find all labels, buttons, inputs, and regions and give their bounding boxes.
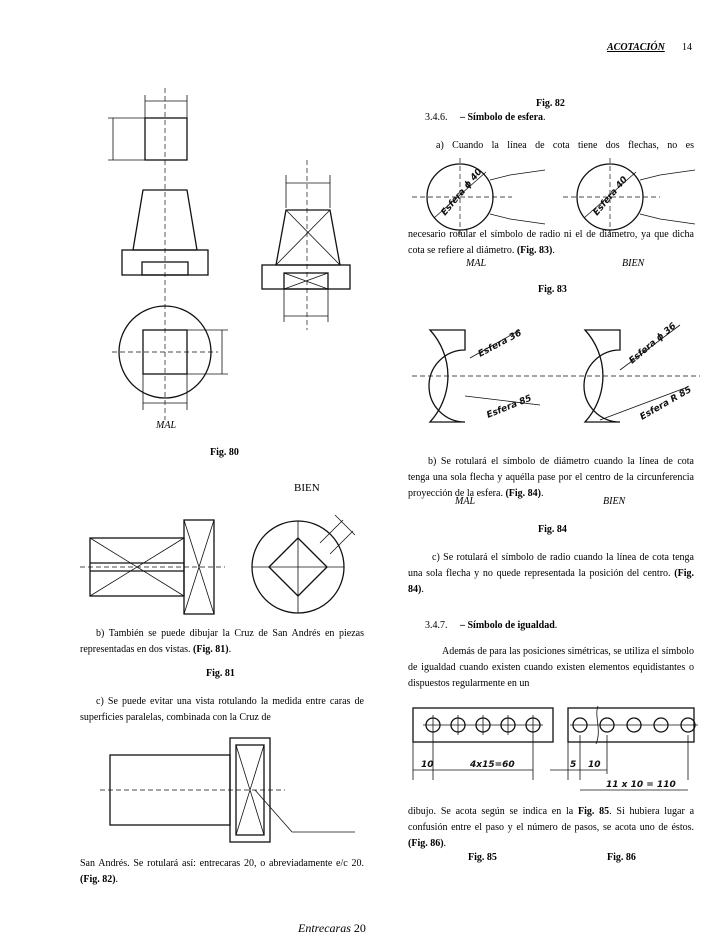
fig80-caption: Fig. 80 [210, 447, 239, 458]
footer [298, 921, 366, 936]
fig84-label-esfera-diam36: Esfera ϕ 36 [627, 321, 679, 367]
left-para-b: b) También se puede dibujar la Cruz de San Andrés en piezas representadas en dos vistas. (Fig. 81). [80, 628, 364, 655]
footer-label: Entrecaras [298, 921, 351, 935]
fig85-caption: Fig. 85 [468, 852, 497, 863]
footer-page: 20 [353, 921, 366, 935]
fig84-label-esfera85: Esfera 85 [485, 393, 534, 421]
sec347-heading: 3.4.7. – Símbolo de igualdad. [425, 620, 558, 631]
fig83-bien-label: BIEN [622, 258, 645, 269]
fig86-caption: Fig. 86 [607, 852, 636, 863]
fig80-mal-label: MAL [156, 420, 176, 431]
sec346-para-c: c) Se rotulará el símbolo de radio cuando la línea de cota tenga una sola flecha y no quede representada la posición del centro. (Fig. 84). [408, 552, 694, 595]
header-section: ACOTACIÓN [607, 42, 665, 53]
fig84-bien-label: BIEN [603, 496, 626, 507]
fig86-dim-5: 5 [570, 760, 577, 770]
sec347-para: Además de para las posiciones simétricas, se utiliza el símbolo de igualdad cuando existen cuando existen elementos equidistantes o dispuestos regularmente en un [408, 646, 694, 689]
fig84-label-esfera-r85: Esfera R 85 [638, 385, 694, 423]
sec346-para-b: b) Se rotulará el símbolo de diámetro cuando la línea de cota tenga una sola flecha y aquélla pase por el centro de la circunferencia proyección de la esfera. (Fig. 84). [408, 456, 694, 499]
fig83-mal-label: MAL [466, 258, 486, 269]
fig85-dim-10: 10 [421, 760, 434, 770]
sec346-para-a2: necesario rotular el símbolo de radio ni el de diámetro, ya que dicha cota se refiere al diámetro. (Fig. 83). [408, 229, 694, 256]
fig83-label-esfera: Esfera 40 [591, 174, 630, 218]
fig83-caption: Fig. 83 [538, 284, 567, 295]
fig84-label-esfera36: Esfera 36 [476, 328, 524, 360]
header-page-number: 14 [682, 42, 692, 53]
fig86-dim-10: 10 [588, 760, 601, 770]
fig84-mal-label: MAL [455, 496, 475, 507]
left-para-c: c) Se puede evitar una vista rotulando la medida entre caras de superficies paralelas, combinada con la Cruz de [80, 696, 364, 723]
sec347-para-dibujo: dibujo. Se acota según se indica en la Fig. 85. Si hubiera lugar a confusión entre el paso y el número de pasos, se acota uno de éstos. (Fig. 86). [408, 806, 695, 849]
sec346-para-a1: a) Cuando la línea de cota tiene dos flechas, no es [436, 140, 694, 151]
fig80-bien-label: BIEN [294, 482, 320, 494]
fig84-caption: Fig. 84 [538, 524, 567, 535]
sec346-heading: 3.4.6. – Símbolo de esfera. [425, 112, 546, 123]
fig85-dim-4x15: 4x15=60 [470, 760, 515, 770]
fig82-caption: Fig. 82 [536, 98, 565, 109]
left-para-c2: San Andrés. Se rotulará así: entrecaras 20, o abreviadamente e/c 20. (Fig. 82). [80, 858, 364, 885]
fig86-dim-11x10: 11 x 10 = 110 [606, 780, 676, 790]
fig81-caption: Fig. 81 [206, 668, 235, 679]
fig83-label-esfera-diam: Esfera ϕ 40 [439, 167, 485, 218]
